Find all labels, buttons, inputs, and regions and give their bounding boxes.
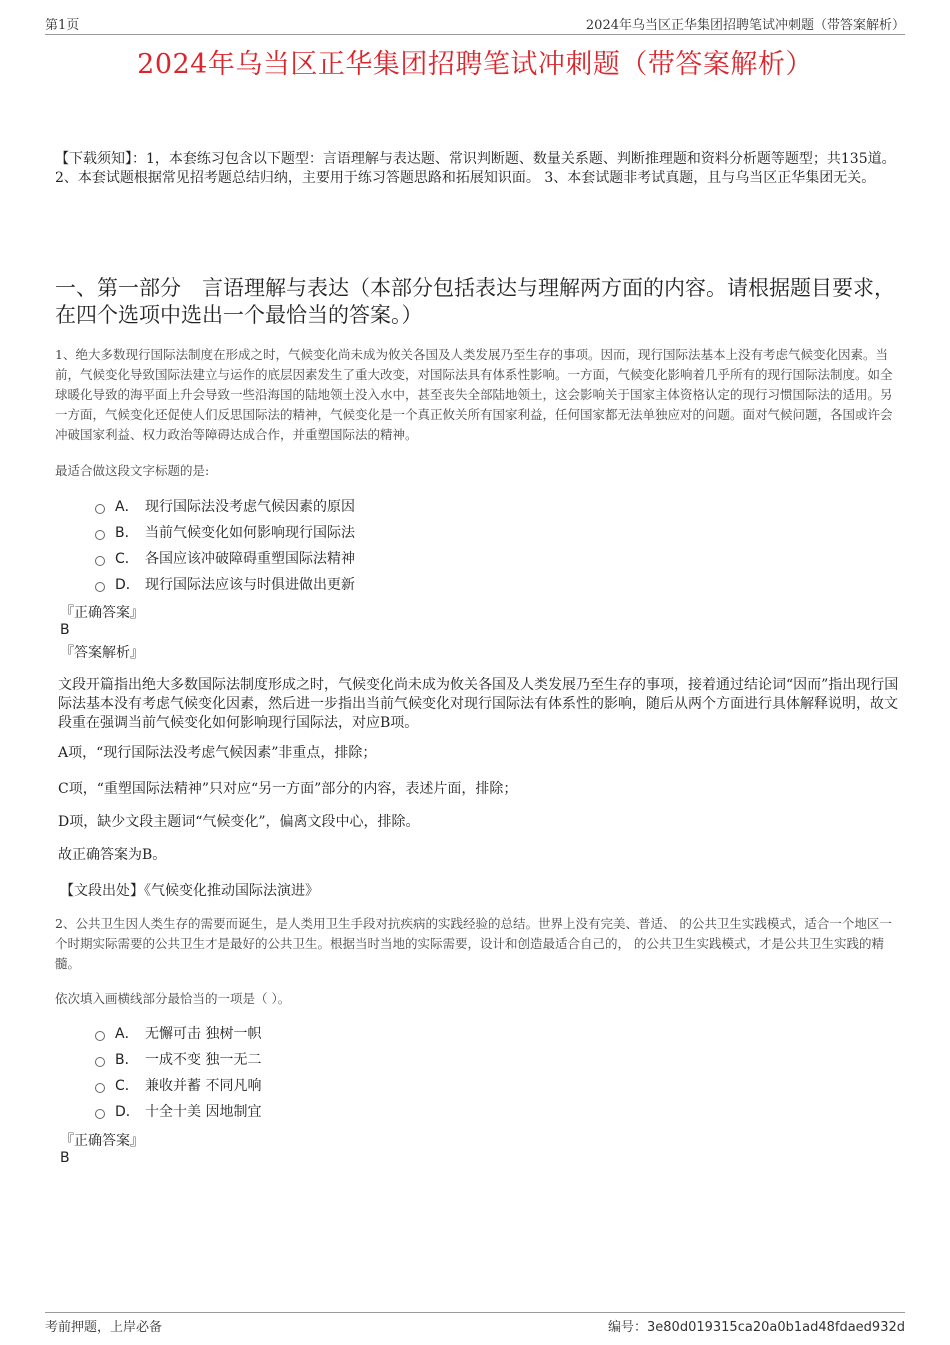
header-doc-title: 2024年乌当区正华集团招聘笔试冲刺题（带答案解析） — [585, 18, 905, 33]
option-a[interactable]: A． 无懈可击 独树一帜 — [95, 1020, 261, 1046]
question-2-prompt: 依次填入画横线部分最恰当的一项是（ ）。 — [55, 991, 291, 1006]
page-header — [45, 14, 905, 35]
question-2-options — [95, 1020, 261, 1124]
radio-icon[interactable] — [95, 556, 105, 566]
radio-icon[interactable] — [95, 1031, 105, 1041]
analysis-label: 『答案解析』 — [60, 645, 144, 661]
download-notice: 【下载须知】：1，本套练习包含以下题型：言语理解与表达题、常识判断题、数量关系题、判断推理题和资料分析题等题型；共135道。 2、本套试题根据常见招考题总结归纳，主要用于练习答题思路和拓展知识面。 3、本套试题非考试真题，且与乌当区正华集团无关。 — [55, 151, 896, 186]
answer-value: B — [60, 622, 70, 638]
page-footer — [45, 1312, 905, 1335]
analysis-para-1: 文段开篇指出绝大多数国际法制度形成之时，气候变化尚未成为攸关各国及人类发展乃至生存的事项，接着通过结论词“因而”指出现行国际法基本没有考虑气候变化因素，然后进一步指出当前气候变化对现行国际法有体系性的影响，随后从两个方面进行具体解释说明，故文段重在强调当前气候变化如何影响现行国际法，对应B项。 — [58, 677, 899, 731]
option-c[interactable]: C． 各国应该冲破障碍重塑国际法精神 — [95, 545, 355, 571]
option-b[interactable]: B． 当前气候变化如何影响现行国际法 — [95, 519, 355, 545]
radio-icon[interactable] — [95, 530, 105, 540]
question-1-prompt: 最适合做这段文字标题的是: — [55, 463, 210, 478]
radio-icon[interactable] — [95, 1083, 105, 1093]
radio-icon[interactable] — [95, 1109, 105, 1119]
answer-label: 『正确答案』 — [60, 1133, 144, 1149]
option-d[interactable]: D． 十全十美 因地制宜 — [95, 1098, 261, 1124]
option-text: 兼收并蓄 不同凡响 — [145, 1078, 262, 1094]
analysis-para-5: 故正确答案为B。 — [58, 847, 167, 863]
answer-label: 『正确答案』 — [60, 605, 144, 621]
analysis-para-3: C项，“重塑国际法精神”只对应“另一方面”部分的内容，表述片面，排除； — [58, 781, 518, 797]
option-c[interactable]: C． 兼收并蓄 不同凡响 — [95, 1072, 261, 1098]
source-citation: 【文段出处】《气候变化推动国际法演进》 — [60, 883, 319, 899]
answer-value: B — [60, 1150, 70, 1166]
option-a[interactable]: A． 现行国际法没考虑气候因素的原因 — [95, 493, 355, 519]
option-text: 十全十美 因地制宜 — [145, 1104, 262, 1120]
option-b[interactable]: B． 一成不变 独一无二 — [95, 1046, 261, 1072]
question-1 — [55, 345, 900, 445]
question-2-stem: 2、公共卫生因人类生存的需要而诞生，是人类用卫生手段对抗疾病的实践经验的总结。世界上没有完美、普适、 的公共卫生实践模式，适合一个地区一个时期实际需要的公共卫生才是最好的公共卫生。根据当时当地的实际需要，设计和创造最适合自己的， 的公共卫生实践模式，才是公共卫生实践的精髓。 — [55, 916, 892, 971]
question-1-options — [95, 493, 355, 597]
analysis-para-4: D项，缺少文段主题词“气候变化”，偏离文段中心，排除。 — [58, 814, 420, 830]
option-text: 无懈可击 独树一帜 — [145, 1026, 262, 1042]
document-title: 2024年乌当区正华集团招聘笔试冲刺题（带答案解析） — [137, 49, 813, 80]
question-2 — [55, 914, 900, 974]
page-number: 第1页 — [45, 18, 80, 33]
document-code: 编号：3e80d019315ca20a0b1ad48fdaed932d — [608, 1320, 905, 1335]
option-d[interactable]: D． 现行国际法应该与时俱进做出更新 — [95, 571, 355, 597]
option-text: 当前气候变化如何影响现行国际法 — [145, 525, 355, 541]
analysis-para-2: A项，“现行国际法没考虑气候因素”非重点，排除； — [58, 745, 377, 761]
radio-icon[interactable] — [95, 504, 105, 514]
option-text: 现行国际法没考虑气候因素的原因 — [145, 499, 355, 515]
option-text: 一成不变 独一无二 — [145, 1052, 262, 1068]
section-heading: 一、第一部分 言语理解与表达（本部分包括表达与理解两方面的内容。请根据题目要求，在四个选项中选出一个最恰当的答案。） — [55, 276, 895, 327]
question-1-stem: 1、绝大多数现行国际法制度在形成之时，气候变化尚未成为攸关各国及人类发展乃至生存的事项。因而，现行国际法基本上没有考虑气候变化因素。当前，气候变化导致国际法建立与运作的底层因素发生了重大改变，对国际法具有体系性影响。一方面，气候变化影响着几乎所有的现行国际法制度。如全球暖化导致的海平面上升会导致一些沿海国的陆地领土没入水中，甚至丧失全部陆地领土，这会影响关于国家主体资格认定的现行习惯国际法的适用。另一方面，气候变化还促使人们反思国际法的精神，气候变化是一个真正攸关所有国家利益，任何国家都无法单独应对的问题。面对气候问题，各国或许会冲破国家利益、权力政治等障碍达成合作，并重塑国际法的精神。 — [55, 347, 893, 442]
option-text: 现行国际法应该与时俱进做出更新 — [145, 577, 355, 593]
option-text: 各国应该冲破障碍重塑国际法精神 — [145, 551, 355, 567]
footer-slogan: 考前押题，上岸必备 — [45, 1320, 163, 1335]
radio-icon[interactable] — [95, 582, 105, 592]
radio-icon[interactable] — [95, 1057, 105, 1067]
